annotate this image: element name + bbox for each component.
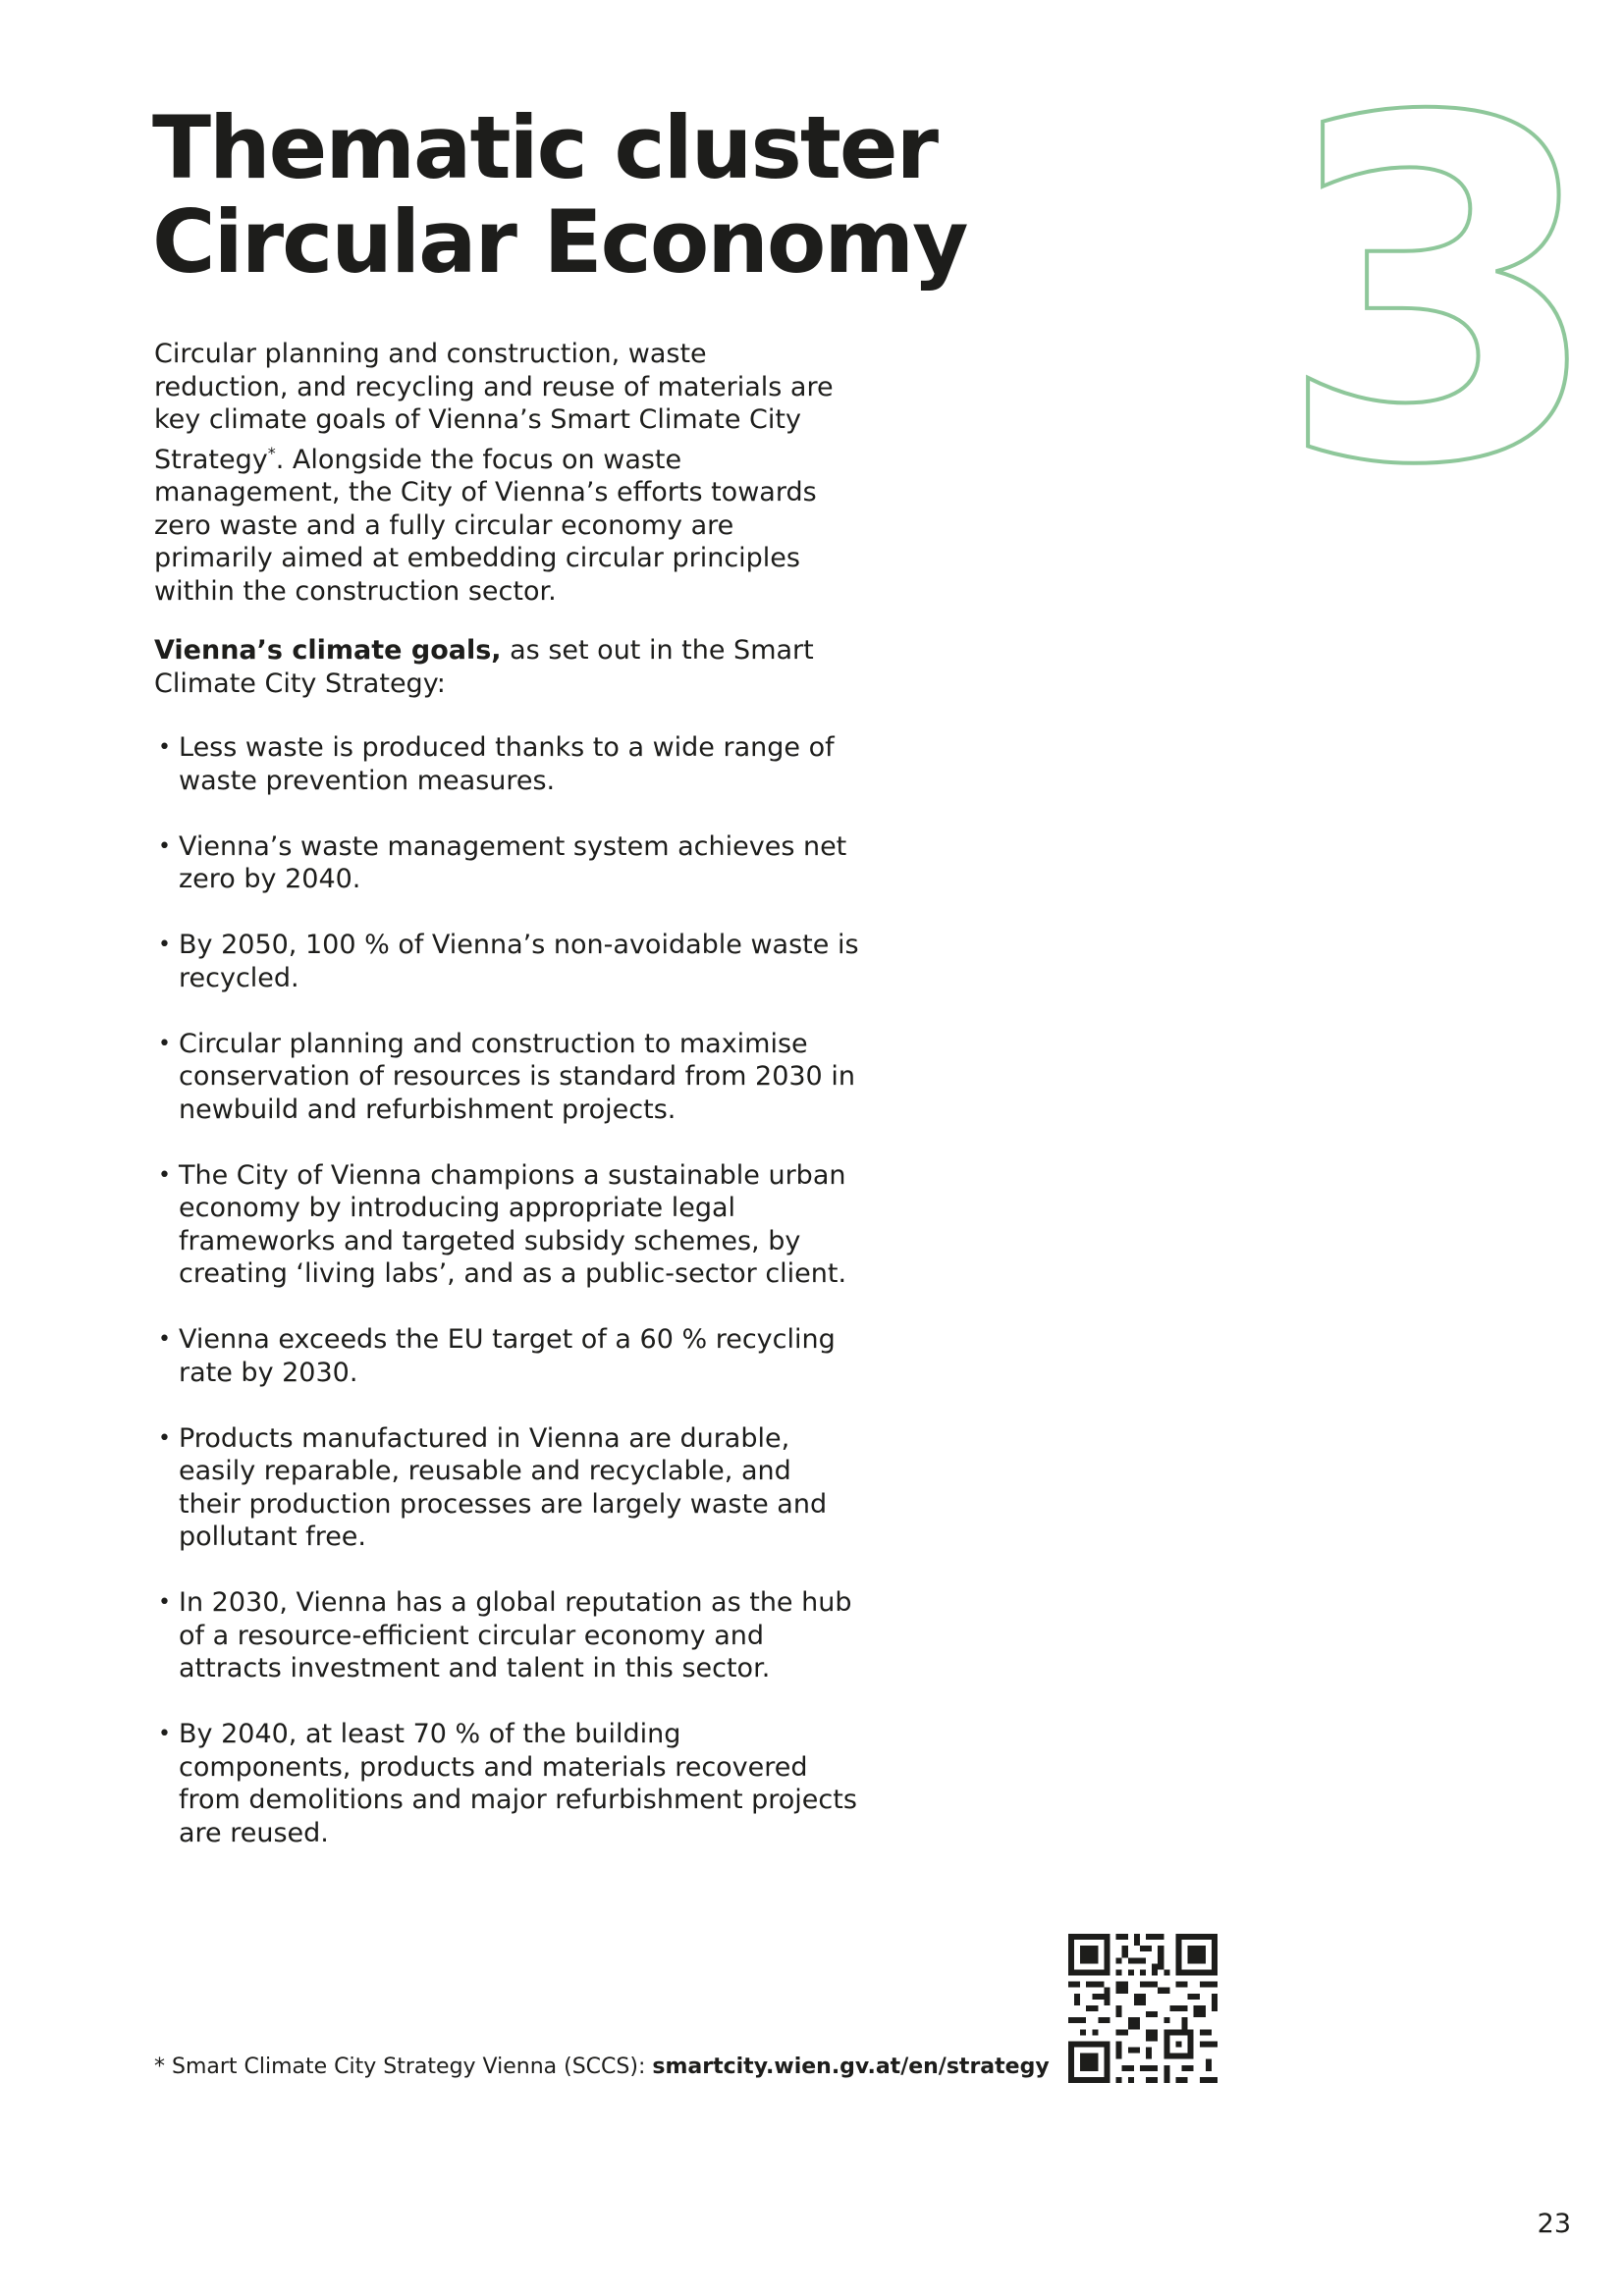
bullet-icon: • [158,1031,171,1056]
goal-text: Circular planning and construction to maximise conservation of resources is standard from 2030 in newbuild and refurbishment projects. [179,1028,855,1125]
list-item [154,1718,861,1849]
goal-text: Vienna exceeds the EU target of a 60 % recycling rate by 2030. [179,1324,836,1388]
goals-list [154,731,861,1883]
intro-text: Circular planning and construction, waste reduction, and recycling and reuse of materials are key climate goals of Vienna’s Smart Climate City Strategy [154,339,834,475]
list-item [154,1159,861,1291]
bullet-icon: • [158,833,171,859]
qr-code-icon[interactable] [1068,1934,1218,2083]
bullet-icon: • [158,1327,171,1352]
footnote [154,2054,1077,2081]
goal-text: By 2040, at least 70 % of the building components, products and materials recovered from demolitions and major refurbishment projects are reused. [179,1719,857,1848]
cluster-number: 3 [1276,20,1604,568]
goal-text: Products manufactured in Vienna are durable, easily reparable, reusable and recyclable, and their production processes are largely waste and pollutant free. [179,1422,828,1552]
goal-text: By 2050, 100 % of Vienna’s non-avoidable waste is recycled. [179,930,859,993]
bullet-icon: • [158,1590,171,1615]
list-item [154,1586,861,1685]
list-item [154,1422,861,1554]
bullet-icon: • [158,1425,171,1451]
title-line-1: Thematic cluster [152,97,937,198]
bullet-icon: • [158,1162,171,1188]
bullet-icon: • [158,1722,171,1746]
bullet-icon: • [158,933,171,957]
list-item [154,731,861,797]
goal-text: In 2030, Vienna has a global reputation as the hub of a resource-efficient circular economy and attracts investment and talent in this sector. [179,1587,852,1683]
goals-intro [154,634,841,700]
list-item [154,1028,861,1127]
goals-lead-rest: as set out in the Smart Climate City Strategy: [154,635,814,699]
bullet-icon: • [158,735,171,760]
goal-text: Vienna’s waste management system achieves net zero by 2040. [179,830,847,894]
title-line-2: Circular Economy [152,191,967,293]
footnote-text: * Smart Climate City Strategy Vienna (SCCS): [154,2055,653,2079]
goals-lead-bold: Vienna’s climate goals, [154,635,502,666]
footnote-link[interactable]: smartcity.wien.gv.at/en/strategy [652,2055,1050,2079]
intro-paragraph [154,338,841,608]
page-title [152,97,1134,293]
list-item [154,1323,861,1389]
goal-text: The City of Vienna champions a sustainable urban economy by introducing appropriate legal frameworks and targeted subsidy schemes, by creating ‘living labs’, and as a public-sector client. [179,1159,847,1289]
list-item [154,929,861,994]
intro-text-continued: . Alongside the focus on waste management, the City of Vienna’s efforts towards zero waste and a fully circular economy are primarily aimed at embedding circular principles within the construction sector. [154,444,817,607]
footnote-marker: * [267,443,276,462]
list-item [154,830,861,896]
page-number: 23 [1537,2209,1571,2239]
goal-text: Less waste is produced thanks to a wide range of waste prevention measures. [179,732,835,796]
